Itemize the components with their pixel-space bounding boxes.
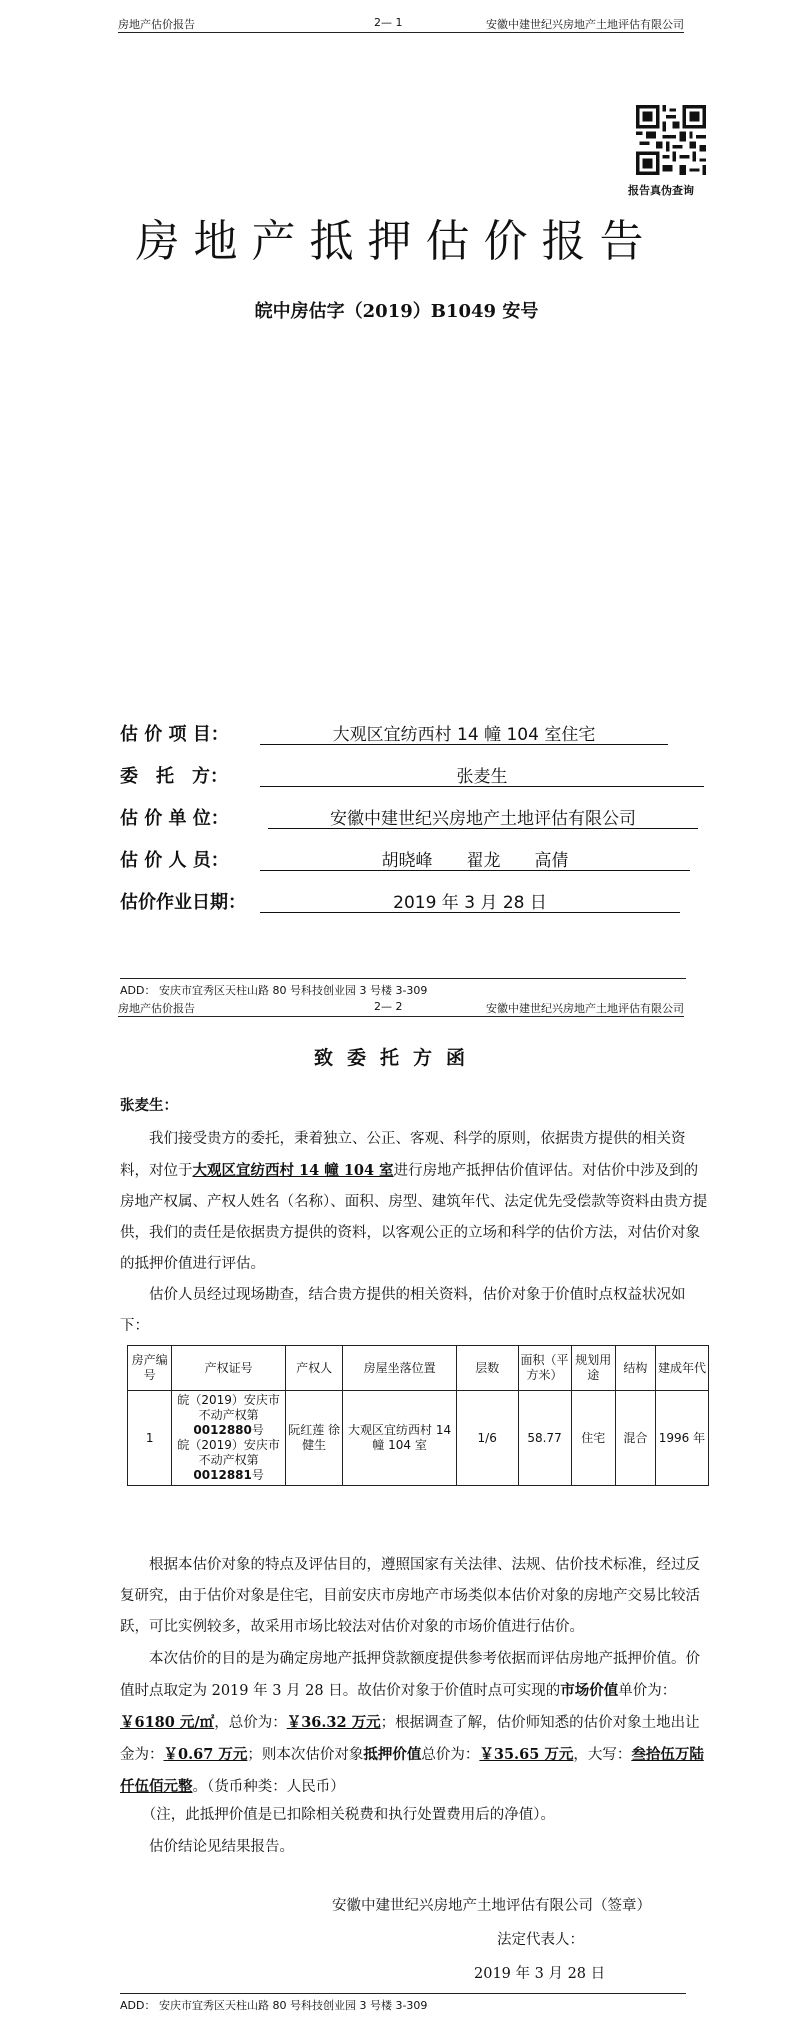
header-left: 房地产估价报告 [118, 18, 195, 31]
mortgage-value-words: 叁拾伍万陆仟伍佰元整 [120, 1746, 704, 1795]
cell-no: 1 [128, 1391, 172, 1486]
col-header: 面积（平方米） [518, 1346, 571, 1391]
cell-area: 58.77 [518, 1391, 571, 1486]
cell-owner: 阮红莲 徐健生 [285, 1391, 342, 1486]
footer-address-2: ADD： 安庆市宜秀区天柱山路 80 号科技创业园 3 号楼 3-309 [120, 1999, 428, 2012]
field-client [120, 762, 508, 788]
conclusion: 估价结论见结果报告。 [149, 1839, 294, 1855]
footer-address: ADD： 安庆市宜秀区天柱山路 80 号科技创业园 3 号楼 3-309 [120, 984, 428, 997]
field-label: 估 价 项 目： [120, 724, 229, 745]
col-header: 房屋坐落位置 [343, 1346, 457, 1391]
header-company: 安徽中建世纪兴房地产土地评估有限公司 [486, 1002, 684, 1015]
note: （注，此抵押价值是已扣除相关税费和执行处置费用后的净值）。 [141, 1807, 555, 1823]
page-header-2 [118, 998, 684, 1017]
col-header: 产权证号 [172, 1346, 286, 1391]
table-row [128, 1391, 709, 1486]
field-value: 张麦生 [260, 762, 704, 787]
field-project [120, 720, 596, 746]
header-page-number: 2— 2 [374, 1000, 403, 1013]
paragraph-4: 本次估价的目的是为确定房地产抵押贷款额度提供参考依据而评估房地产抵押价值。价值时点取定为 2019 年 3 月 28 日。故估价对象于价值时点可实现的市场价值单价为：￥6180 元/㎡，总价为：￥36.32 万元；根据调查了解，估价师知悉的估价对象土地出让金为：￥0.67 万元；则本次估价对象抵押价值总价为：￥35.65 万元，大写：叁拾伍万陆仟伍佰元整。（货币种类：人民币） [120, 1651, 704, 1795]
paragraph-2: 估价人员经过现场勘查，结合贵方提供的相关资料，估价对象于价值时点权益状况如下： [120, 1287, 686, 1334]
field-work-date [120, 888, 547, 914]
field-label: 估 价 单 位： [120, 808, 229, 829]
signature-date: 2019 年 3 月 28 日 [474, 1966, 606, 1982]
col-header: 结构 [615, 1346, 655, 1391]
col-header: 建成年代 [655, 1346, 708, 1391]
letter-title: 致委托方函 [313, 1047, 479, 1069]
signature-company: 安徽中建世纪兴房地产土地评估有限公司（签章） [332, 1898, 651, 1914]
field-value: 胡晓峰 翟龙 高倩 [260, 846, 690, 871]
mortgage-value: ￥35.65 万元 [479, 1746, 574, 1763]
cell-floors: 1/6 [456, 1391, 518, 1486]
page-header [118, 14, 684, 33]
field-value: 大观区宜纺西村 14 幢 104 室住宅 [260, 720, 668, 745]
legal-representative: 法定代表人： [497, 1932, 584, 1948]
property-table [127, 1345, 709, 1486]
field-appraiser-org [120, 804, 636, 830]
col-header: 规划用途 [571, 1346, 615, 1391]
footer-rule [120, 978, 686, 979]
field-value: 安徽中建世纪兴房地产土地评估有限公司 [268, 804, 698, 829]
document-number: 皖中房估字（2019）B1049 安号 [254, 301, 539, 322]
cell-year: 1996 年 [655, 1391, 708, 1486]
paragraph-3: 根据本估价对象的特点及评估目的，遵照国家有关法律、法规、估价技术标准，经过反复研究，由于估价对象是住宅，目前安庆市房地产市场类似本估价对象的房地产交易比较活跃，可比实例较多，故采用市场比较法对估价对象的市场价值进行估价。 [120, 1557, 700, 1635]
header-page-number: 2— 1 [374, 16, 403, 29]
cell-location: 大观区宜纺西村 14 幢 104 室 [343, 1391, 457, 1486]
land-fee: ￥0.67 万元 [163, 1746, 248, 1763]
field-label: 估 价 人 员： [120, 850, 229, 871]
paragraph-1: 我们接受贵方的委托，秉着独立、公正、客观、科学的原则，依据贵方提供的相关资料，对位于大观区宜纺西村 14 幢 104 室进行房地产抵押估价值评估。对估价中涉及到的房地产权属、产权人姓名（名称）、面积、房型、建筑年代、法定优先受偿款等资料由贵方提供，我们的责任是依据贵方提供的资料，以客观公正的立场和科学的估价方法，对估价对象的抵押价值进行评估。 [120, 1131, 708, 1272]
qr-caption: 报告真伪查询 [628, 184, 694, 197]
cell-cert: 皖（2019）安庆市不动产权第0012880号 皖（2019）安庆市不动产权第0012881号 [172, 1391, 286, 1486]
footer-rule-2 [120, 1993, 686, 1994]
col-header: 房产编号 [128, 1346, 172, 1391]
property-address: 大观区宜纺西村 14 幢 104 室 [192, 1162, 394, 1179]
report-title: 房地产抵押估价报告 [135, 216, 658, 267]
col-header: 层数 [456, 1346, 518, 1391]
qr-code[interactable] [636, 105, 706, 175]
unit-price: ￥6180 元/㎡ [120, 1714, 215, 1731]
field-label: 委 托 方： [120, 766, 228, 787]
col-header: 产权人 [285, 1346, 342, 1391]
header-company: 安徽中建世纪兴房地产土地评估有限公司 [486, 18, 684, 31]
total-price: ￥36.32 万元 [286, 1714, 381, 1731]
cell-use: 住宅 [571, 1391, 615, 1486]
salutation: 张麦生： [120, 1097, 178, 1114]
field-label: 估价作业日期： [120, 892, 246, 913]
header-left: 房地产估价报告 [118, 1002, 195, 1015]
field-appraisers [120, 846, 569, 872]
cell-structure: 混合 [615, 1391, 655, 1486]
field-value: 2019 年 3 月 28 日 [260, 888, 680, 913]
